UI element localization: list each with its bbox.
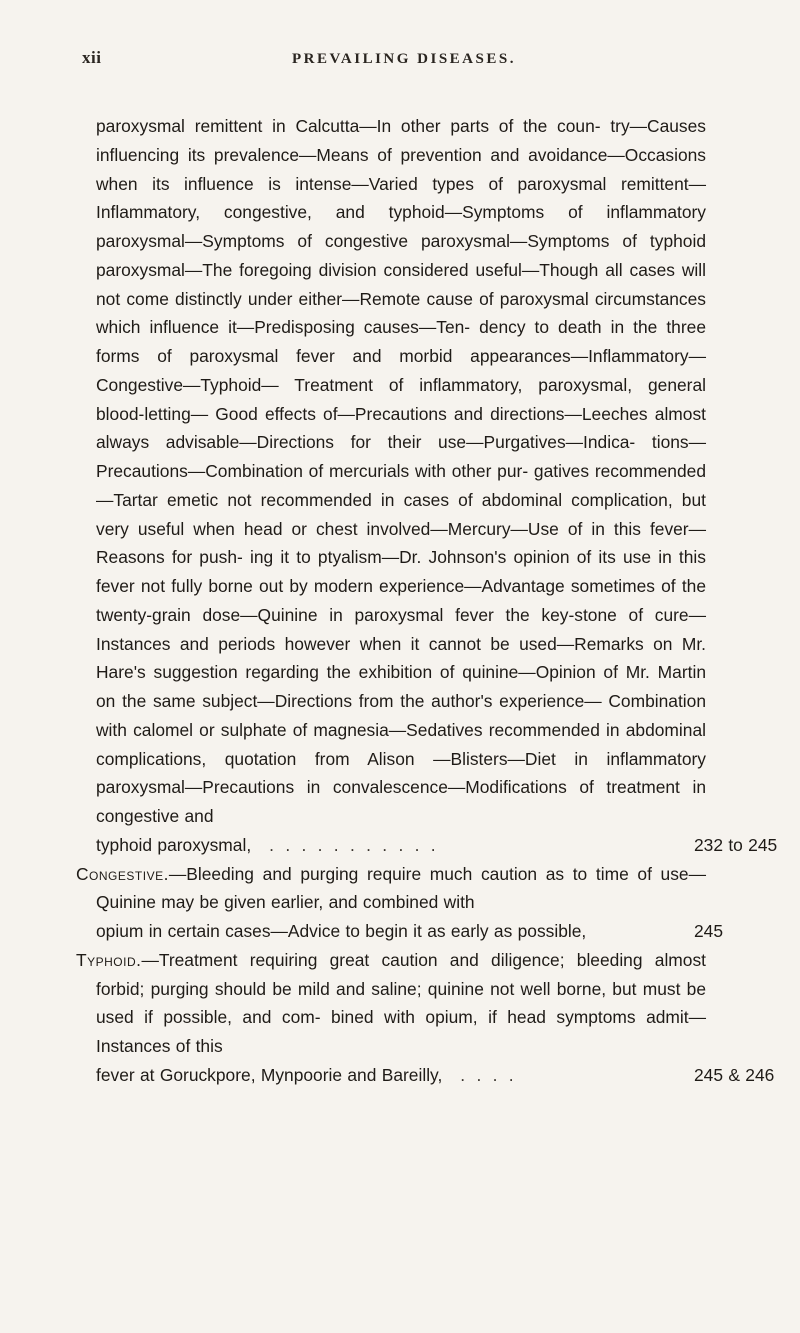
lead-paragraph-text: paroxysmal remittent in Calcutta—In other parts of the coun- try—Causes influencing its prevalence—Means of prevention and avoidance—Occasions when its influence is intense—Varied types of paroxysmal remittent—Inflammatory, congestive, and typhoid—Symptoms of inflammatory paroxysmal—Symptoms of congestive paroxysmal—Symptoms of typhoid paroxysmal—The foregoing division considered useful—Though all cases will not come distinctly under either—Remote cause of paroxysmal circumstances which influence it—Predisposing causes—Ten- dency to death in the three forms of paroxysmal fever and morbid appearances—Inflammatory—Congestive—Typhoid— Treatment of inflammatory, paroxysmal, general blood-letting— Good effects of—Precautions and directions—Leeches almost always advisable—Directions for their use—Purgatives—Indica- tions—Precautions—Combination of mercurials with other pur- gatives recommended—Tartar emetic not recommended in cases of abdominal complication, but very useful when head or chest involved—Mercury—Use of in this fever—Reasons for push- ing it to ptyalism—Dr. Johnson's opinion of its use in this fever not fully borne out by modern experience—Advantage sometimes of the twenty-grain dose—Quinine in paroxysmal fever the key-stone of cure—Instances and periods however when it cannot be used—Remarks on Mr. Hare's suggestion regarding the exhibition of quinine—Opinion of Mr. Martin on the same subject—Directions from the author's experience— Combination with calomel or sulphate of magnesia—Sedatives recommended in abdominal complications, quotation from Alison —Blisters—Diet in inflammatory paroxysmal—Precautions in convalescence—Modifications of treatment in congestive and bbox=[96, 116, 706, 826]
typhoid-text: —Treatment requiring great caution and diligence; bleeding almost forbid; purging should be mild and saline; quinine not well borne, but must be used if possible, and com- bined with opium, if head symptoms admit—Instances of this bbox=[96, 949, 706, 1056]
congestive-reference-line bbox=[96, 917, 724, 946]
lead-paragraph bbox=[96, 112, 706, 831]
lead-reference-line bbox=[96, 831, 778, 860]
congestive-text: —Bleeding and purging require much caution as to time of use—Quinine may be given earlier, and combined with bbox=[96, 863, 706, 913]
running-head bbox=[82, 48, 782, 72]
entry-heading-typhoid: Typhoid. bbox=[76, 949, 142, 970]
typhoid-reference-line bbox=[96, 1061, 775, 1090]
running-title: PREVAILING DISEASES. bbox=[292, 51, 516, 67]
lead-last-line: typhoid paroxysmal, bbox=[96, 834, 252, 855]
page-reference: 232 to 245 bbox=[694, 834, 778, 855]
dot-leader: . . . . . . . . . . . bbox=[269, 834, 439, 855]
typhoid-last-line: fever at Goruckpore, Mynpoorie and Bareilly, bbox=[96, 1064, 443, 1085]
page-folio: xii bbox=[82, 48, 102, 67]
typhoid-entry bbox=[76, 946, 706, 1061]
congestive-entry bbox=[76, 860, 706, 918]
congestive-last-line: opium in certain cases—Advice to begin it as early as possible, bbox=[96, 921, 587, 941]
page-reference: 245 bbox=[694, 921, 724, 941]
entry-heading-congestive: Congestive. bbox=[76, 863, 169, 884]
dot-leader: . . . . bbox=[460, 1064, 517, 1085]
page-reference: 245 & 246 bbox=[694, 1064, 775, 1085]
contents-summary bbox=[76, 112, 778, 1090]
